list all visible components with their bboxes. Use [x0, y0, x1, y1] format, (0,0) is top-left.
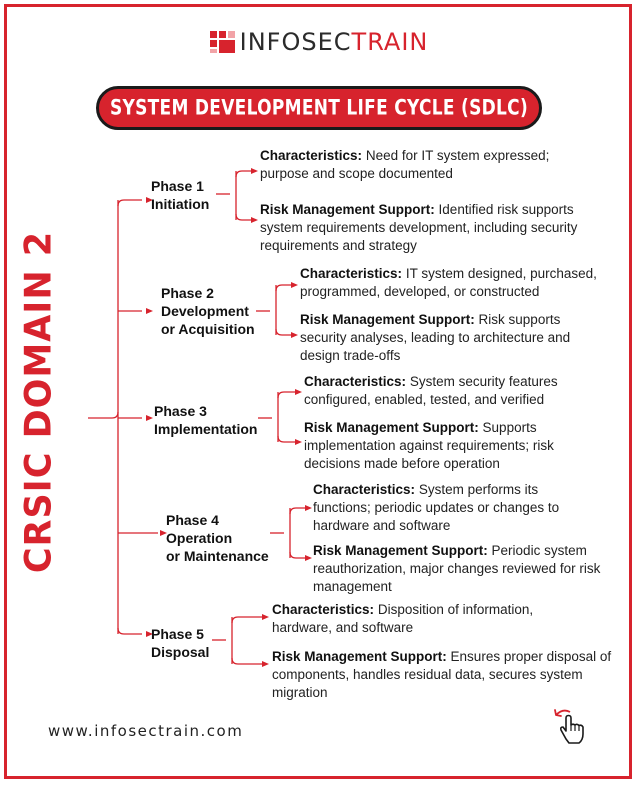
- risk-support-label: Risk Management Support:: [272, 649, 447, 664]
- characteristics-label: Characteristics:: [272, 602, 375, 617]
- page-title: SYSTEM DEVELOPMENT LIFE CYCLE (SDLC): [109, 95, 529, 121]
- characteristics-label: Characteristics:: [260, 148, 363, 163]
- pointer-hand-icon: [553, 705, 587, 745]
- risk-support-label: Risk Management Support:: [313, 543, 488, 558]
- phase-2-label: Phase 2 Development or Acquisition: [161, 285, 255, 337]
- risk-support-label: Risk Management Support:: [300, 312, 475, 327]
- characteristics-text: Disposition of information, hardware, and software: [272, 602, 534, 635]
- risk-support-label: Risk Management Support:: [260, 202, 435, 217]
- phase-1-label: Phase 1 Initiation: [151, 178, 210, 212]
- phase-2-characteristics: [300, 265, 622, 301]
- phase-5-characteristics: [272, 601, 562, 637]
- phase-1-characteristics: [260, 147, 590, 183]
- phase-3-risk-support: [304, 419, 600, 473]
- phase-4-characteristics: [313, 481, 575, 535]
- phase-3-characteristics: [304, 373, 594, 409]
- characteristics-label: Characteristics:: [313, 482, 416, 497]
- phase-2-risk-support: [300, 311, 610, 365]
- website-link[interactable]: www.infosectrain.com: [48, 722, 244, 740]
- brand-name-part2: TRAIN: [351, 28, 429, 56]
- risk-support-text: Risk supports security analyses, leading to architecture and design trade-offs: [300, 312, 571, 363]
- phase-5-risk-support: [272, 648, 612, 702]
- brand-name-part1: INFOSEC: [239, 28, 352, 56]
- phase-1-risk-support: [260, 201, 598, 255]
- risk-support-text: Periodic system reauthorization, major changes reviewed for risk management: [313, 543, 601, 594]
- characteristics-label: Characteristics:: [304, 374, 407, 389]
- phase-4-risk-support: [313, 542, 603, 596]
- risk-support-text: Ensures proper disposal of components, handles residual data, secures system migration: [272, 649, 612, 700]
- phase-5-label: Phase 5 Disposal: [151, 626, 210, 660]
- characteristics-text: System security features configured, enabled, tested, and verified: [304, 374, 558, 407]
- side-title-text: CRSIC DOMAIN 2: [18, 230, 60, 573]
- risk-support-label: Risk Management Support:: [304, 420, 479, 435]
- characteristics-text: Need for IT system expressed; purpose and scope documented: [260, 148, 550, 181]
- characteristics-label: Characteristics:: [300, 266, 403, 281]
- phase-4-label: Phase 4 Operation or Maintenance: [166, 512, 269, 564]
- characteristics-text: System performs its functions; periodic updates or changes to hardware and software: [313, 482, 560, 533]
- characteristics-text: IT system designed, purchased, programmed, developed, or constructed: [300, 266, 597, 299]
- risk-support-text: Supports implementation against requirements; risk decisions made before operation: [304, 420, 554, 471]
- phase-3-label: Phase 3 Implementation: [154, 403, 258, 437]
- risk-support-text: Identified risk supports system requirements development, including security requirements and strategy: [260, 202, 578, 253]
